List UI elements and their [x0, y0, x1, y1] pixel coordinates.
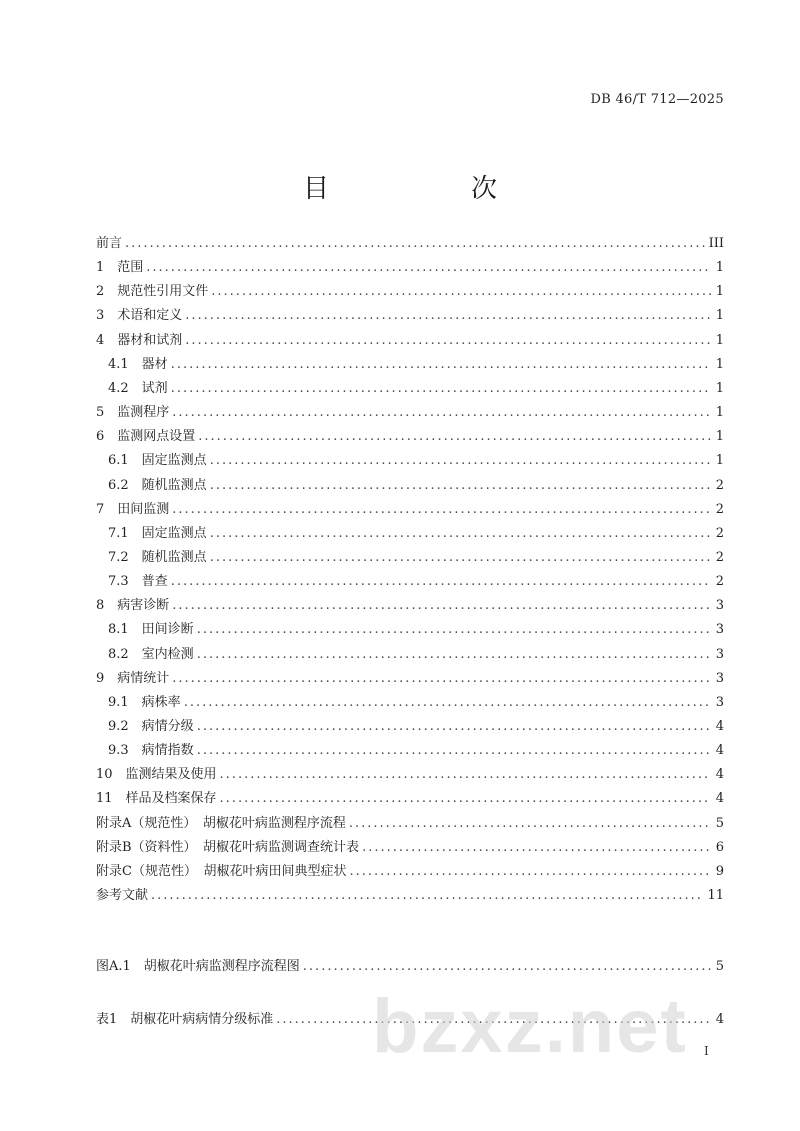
toc-entry-label: 前言 [96, 236, 123, 251]
toc-entry-label: 附录C（规范性） 胡椒花叶病田间典型症状 [96, 864, 347, 879]
dot-leader [210, 475, 711, 497]
toc-entry-page: 1 [715, 308, 724, 323]
dot-leader [210, 523, 711, 545]
toc-entry-page: 3 [715, 622, 724, 637]
dot-leader [220, 788, 711, 810]
dot-leader [146, 257, 711, 279]
toc-entry-label: 6.2 随机监测点 [108, 478, 207, 493]
toc-entry-label: 附录B（资料性） 胡椒花叶病监测调查统计表 [96, 840, 360, 855]
dot-leader [197, 716, 711, 738]
toc-entry-page: 6 [715, 840, 724, 855]
toc-entry[interactable] [96, 330, 724, 352]
toc-entry[interactable] [96, 257, 724, 279]
toc-entry-page: 1 [715, 405, 724, 420]
dot-leader [362, 837, 711, 859]
page-title: 目 次 [302, 174, 527, 204]
dot-leader [197, 619, 711, 641]
toc-entry-page: 3 [715, 671, 724, 686]
toc-entry-label: 附录A（规范性） 胡椒花叶病监测程序流程 [96, 816, 346, 831]
dot-leader [349, 861, 711, 883]
toc-entry-label: 表1 胡椒花叶病病情分级标准 [96, 1012, 274, 1027]
toc-entry-page: 1 [715, 453, 724, 468]
toc-entry[interactable] [96, 668, 724, 690]
toc-entry-label: 9.2 病情分级 [108, 719, 194, 734]
toc-entry-label: 8.2 室内检测 [108, 647, 194, 662]
toc-entry[interactable] [96, 233, 724, 255]
toc-entry-page: 1 [715, 381, 724, 396]
toc-entry-page: 2 [715, 478, 724, 493]
toc-entry-page: 5 [715, 959, 724, 974]
page-number: I [704, 1044, 709, 1058]
toc-entry[interactable] [108, 571, 724, 593]
toc-entry[interactable] [108, 378, 724, 400]
toc-entry-label: 7.2 随机监测点 [108, 550, 207, 565]
toc-entry-label: 图A.1 胡椒花叶病监测程序流程图 [96, 959, 300, 974]
dot-leader [197, 740, 711, 762]
toc-entry[interactable] [96, 788, 724, 810]
toc-entry-label: 7 田间监测 [96, 502, 170, 517]
toc-entry[interactable] [96, 426, 724, 448]
toc-entry-label: 11 样品及档案保存 [96, 791, 217, 806]
toc-entry-page: 4 [715, 743, 724, 758]
toc-entry-page: 2 [715, 550, 724, 565]
toc-entry-label: 参考文献 [96, 888, 149, 903]
dot-leader [210, 450, 711, 472]
toc-entry-label: 7.3 普查 [108, 574, 168, 589]
toc-entry[interactable] [96, 861, 724, 883]
dot-leader [172, 402, 711, 424]
toc-entry-label: 8.1 田间诊断 [108, 622, 194, 637]
toc-entry-page: 4 [715, 719, 724, 734]
toc-entry[interactable] [96, 281, 724, 303]
toc-entry[interactable] [108, 740, 724, 762]
dot-leader [185, 305, 711, 327]
toc-entry-label: 4.2 试剂 [108, 381, 168, 396]
doc-code: DB 46/T 712—2025 [590, 92, 724, 107]
toc-entry-label: 6 监测网点设置 [96, 429, 196, 444]
toc-entry-page: 1 [715, 429, 724, 444]
dot-leader [172, 668, 711, 690]
toc-entry-page: 4 [715, 1012, 724, 1027]
dot-leader [210, 547, 711, 569]
dot-leader [303, 956, 711, 978]
toc-entry-page: 9 [715, 864, 724, 879]
watermark: bzxz.net [372, 984, 688, 1069]
toc-entry-page: III [708, 236, 724, 251]
toc-entry-page: 4 [715, 767, 724, 782]
toc-entry[interactable] [108, 523, 724, 545]
toc-entry[interactable] [108, 354, 724, 376]
toc-entry-label: 1 范围 [96, 260, 144, 275]
toc-entry[interactable] [96, 813, 724, 835]
toc-entry[interactable] [96, 305, 724, 327]
dot-leader [184, 692, 711, 714]
dot-leader [171, 378, 711, 400]
dot-leader [220, 764, 711, 786]
toc-entry-label: 7.1 固定监测点 [108, 526, 207, 541]
dot-leader [171, 354, 711, 376]
toc-entry-page: 2 [715, 502, 724, 517]
toc-entry[interactable] [96, 837, 724, 859]
toc-entry-label: 5 监测程序 [96, 405, 170, 420]
dot-leader [171, 571, 711, 593]
toc-entry[interactable] [108, 692, 724, 714]
dot-leader [197, 644, 711, 666]
dot-leader [172, 595, 711, 617]
toc-entry[interactable] [96, 595, 724, 617]
toc-entry-page: 3 [715, 695, 724, 710]
toc-entry[interactable] [96, 402, 724, 424]
toc-entry-label: 4 器材和试剂 [96, 333, 183, 348]
toc-entry-page: 5 [715, 816, 724, 831]
toc-entry[interactable] [108, 450, 724, 472]
toc-entry-label: 9.1 病株率 [108, 695, 181, 710]
dot-leader [185, 330, 711, 352]
dot-leader [198, 426, 711, 448]
toc-entry-label: 9 病情统计 [96, 671, 170, 686]
toc-entry-page: 3 [715, 598, 724, 613]
toc-entry-page: 3 [715, 647, 724, 662]
toc-entry-label: 8 病害诊断 [96, 598, 170, 613]
toc-entry-page: 2 [715, 574, 724, 589]
toc-entry[interactable] [96, 764, 724, 786]
toc-entry-page: 1 [715, 260, 724, 275]
toc-entry[interactable] [108, 619, 724, 641]
toc-entry-label: 4.1 器材 [108, 357, 168, 372]
toc-entry-label: 2 规范性引用文件 [96, 284, 209, 299]
toc-entry-label: 9.3 病情指数 [108, 743, 194, 758]
toc-entry[interactable] [96, 885, 724, 907]
toc-entry-label: 3 术语和定义 [96, 308, 183, 323]
toc-entry[interactable] [108, 547, 724, 569]
dot-leader [349, 813, 711, 835]
dot-leader [211, 281, 711, 303]
dot-leader [151, 885, 704, 907]
toc-entry-page: 1 [715, 333, 724, 348]
toc-entry-page: 11 [707, 888, 724, 903]
toc-entry-page: 2 [715, 526, 724, 541]
toc-entry[interactable] [96, 499, 724, 521]
dot-leader [125, 233, 706, 255]
toc-entry-label: 6.1 固定监测点 [108, 453, 207, 468]
toc-entry-page: 1 [715, 284, 724, 299]
dot-leader [172, 499, 711, 521]
toc-entry[interactable] [108, 644, 724, 666]
figure-entry[interactable] [96, 956, 724, 978]
toc-entry-label: 10 监测结果及使用 [96, 767, 217, 782]
toc-entry-page: 4 [715, 791, 724, 806]
toc-entry[interactable] [108, 716, 724, 738]
toc-entry-page: 1 [715, 357, 724, 372]
toc-entry[interactable] [108, 475, 724, 497]
